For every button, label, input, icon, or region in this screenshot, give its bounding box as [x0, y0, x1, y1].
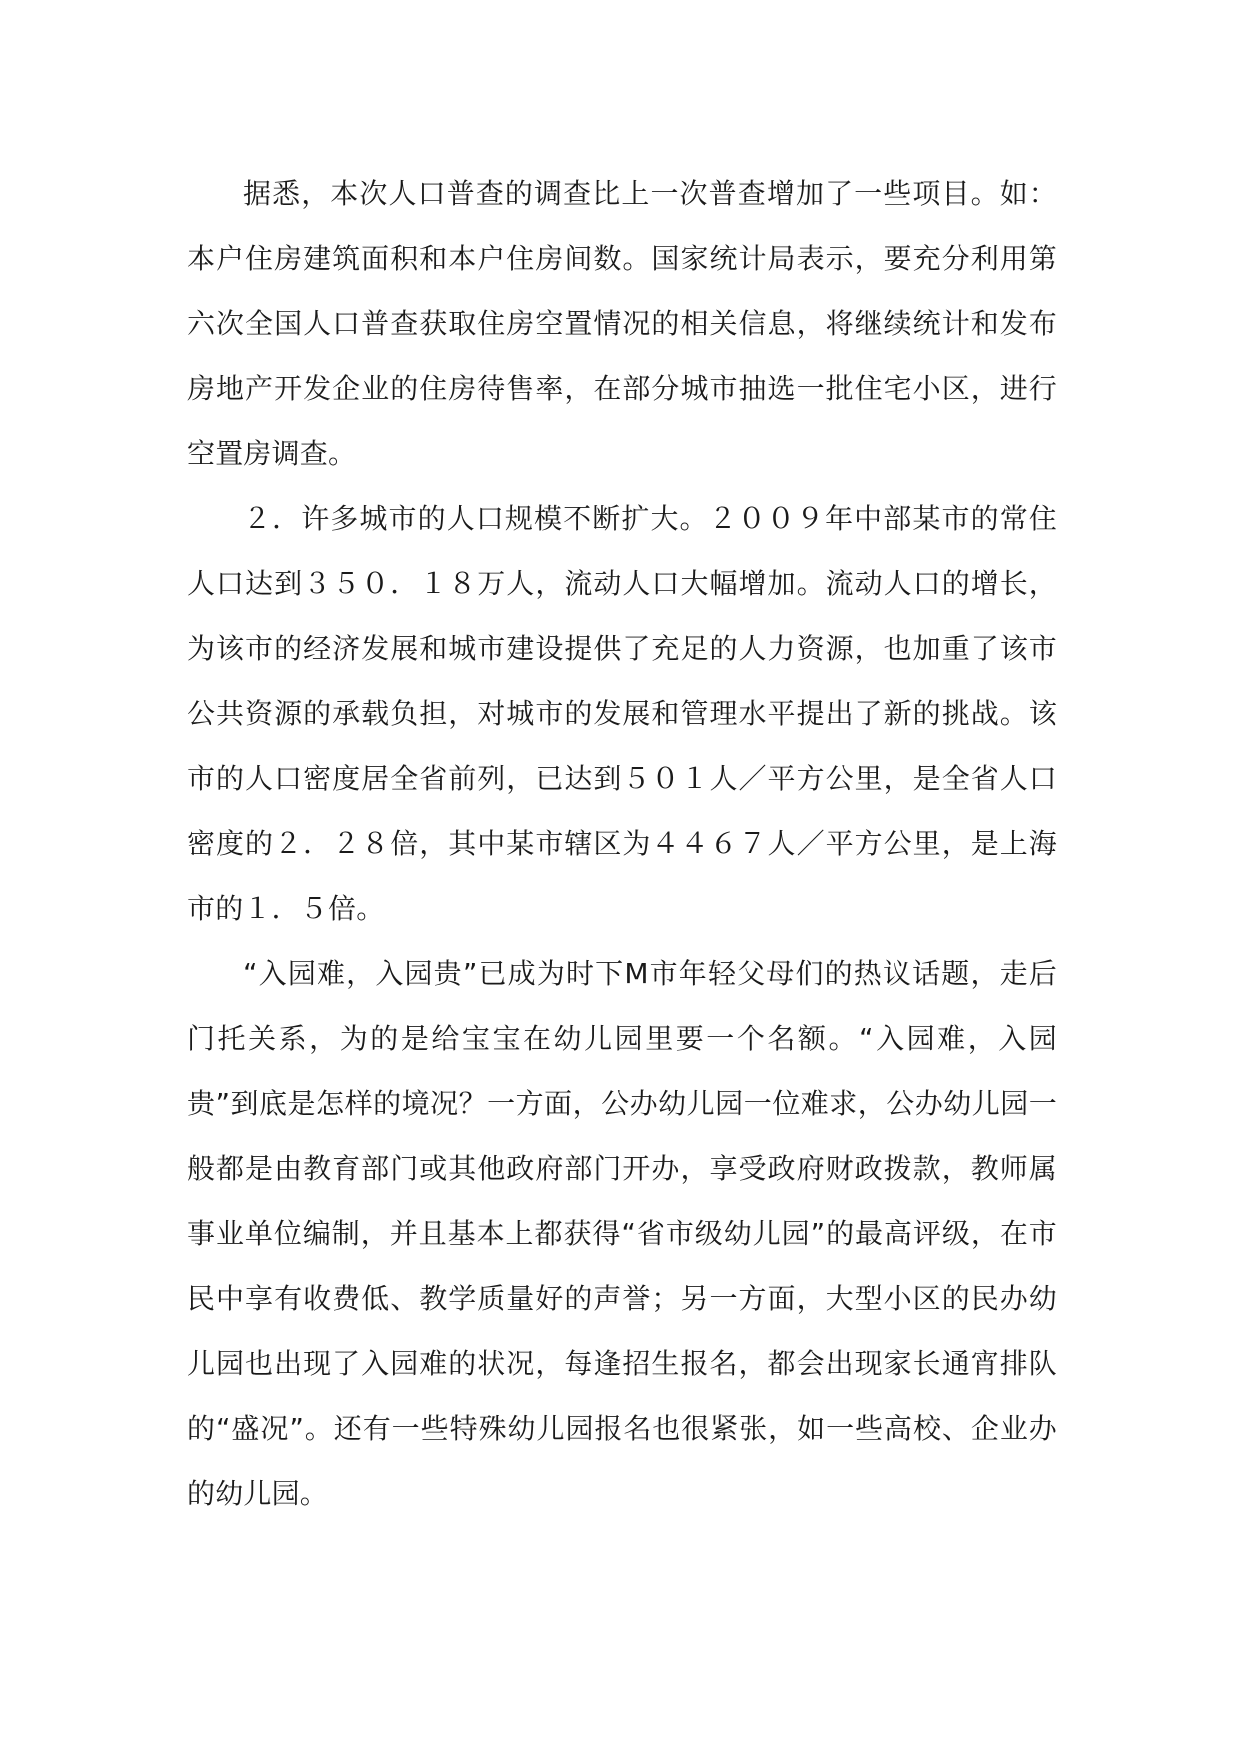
paragraph-housing-survey: 据悉，本次人口普查的调查比上一次普查增加了一些项目。如：本户住房建筑面积和本户住房间数。国家统计局表示，要充分利用第六次全国人口普查获取住房空置情况的相关信息，将继续统计和发布房地产开发企业的住房待售率，在部分城市抽选一批住宅小区，进行空置房调查。: [187, 177, 1057, 470]
paragraph-population-growth: ２．许多城市的人口规模不断扩大。２００９年中部某市的常住人口达到３５０．１８万人，流动人口大幅增加。流动人口的增长，为该市的经济发展和城市建设提供了充足的人力资源，也加重了该市公共资源的承载负担，对城市的发展和管理水平提出了新的挑战。该市的人口密度居全省前列，已达到５０１人／平方公里，是全省人口密度的２．２８倍，其中某市辖区为４４６７人／平方公里，是上海市的１．５倍。: [187, 502, 1057, 925]
paragraph-kindergarten: “入园难，入园贵”已成为时下M市年轻父母们的热议话题，走后门托关系，为的是给宝宝在幼儿园里要一个名额。“入园难，入园贵”到底是怎样的境况？一方面，公办幼儿园一位难求，公办幼儿园一般都是由教育部门或其他政府部门开办，享受政府财政拨款，教师属事业单位编制，并且基本上都获得“省市级幼儿园”的最高评级，在市民中享有收费低、教学质量好的声誉；另一方面，大型小区的民办幼儿园也出现了入园难的状况，每逢招生报名，都会出现家长通宵排队的“盛况”。还有一些特殊幼儿园报名也很紧张，如一些高校、企业办的幼儿园。: [187, 957, 1057, 1510]
document-page: [187, 161, 1057, 1526]
